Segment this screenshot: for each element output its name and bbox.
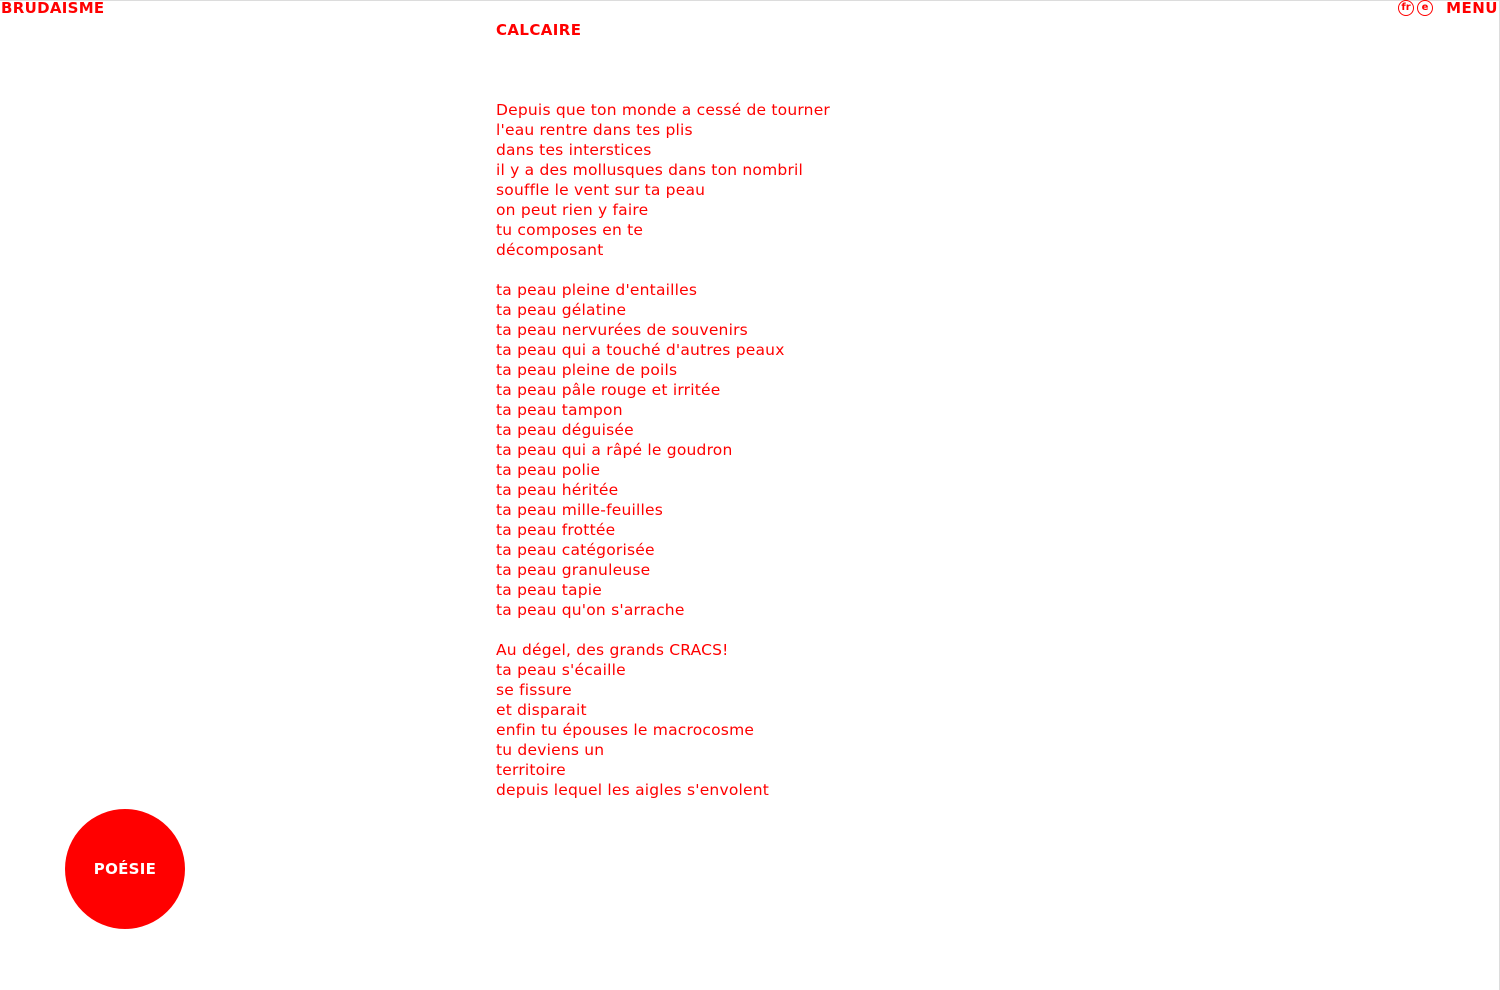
poem-line: ta peau polie — [496, 461, 601, 479]
poem-line: ta peau héritée — [496, 481, 619, 499]
poem-line: il y a des mollusques dans ton nombril — [496, 161, 804, 179]
poem-line: ta peau pleine d'entailles — [496, 281, 698, 299]
category-badge-label: POÉSIE — [93, 860, 157, 878]
lang-e-button[interactable]: e — [1417, 0, 1433, 16]
poem-line: se fissure — [496, 681, 572, 699]
poem-line: tu deviens un — [496, 741, 605, 759]
menu-button[interactable]: MENU — [1446, 0, 1498, 17]
poem-line: depuis lequel les aigles s'envolent — [496, 781, 770, 799]
poem-title: CALCAIRE — [496, 21, 582, 39]
poem-stanza-2 — [496, 280, 830, 620]
poem-line: ta peau qui a touché d'autres peaux — [496, 341, 785, 359]
poem-stanza-1 — [496, 100, 830, 260]
lang-fr-button[interactable]: fr — [1398, 0, 1414, 16]
poem-line: ta peau frottée — [496, 521, 616, 539]
poem-line: on peut rien y faire — [496, 201, 649, 219]
poem-line: ta peau s'écaille — [496, 661, 626, 679]
poem-line: ta peau mille-feuilles — [496, 501, 664, 519]
poem-line: ta peau qu'on s'arrache — [496, 601, 685, 619]
poem-line: Au dégel, des grands CRACS! — [496, 641, 729, 659]
poem-line: territoire — [496, 761, 566, 779]
poem-line: l'eau rentre dans tes plis — [496, 121, 693, 139]
poem-body — [496, 100, 830, 820]
poem-line: ta peau nervurées de souvenirs — [496, 321, 748, 339]
poem-line: ta peau tampon — [496, 401, 623, 419]
header-controls — [1398, 0, 1498, 16]
poem-line: ta peau catégorisée — [496, 541, 655, 559]
poem-line: Depuis que ton monde a cessé de tourner — [496, 101, 831, 119]
poem-stanza-3 — [496, 640, 830, 800]
poem-line: ta peau pâle rouge et irritée — [496, 381, 721, 399]
poem-line: tu composes en te — [496, 221, 644, 239]
poem-line: dans tes interstices — [496, 141, 652, 159]
category-badge-poesie[interactable] — [65, 809, 185, 929]
poem-line: ta peau granuleuse — [496, 561, 651, 579]
poem-line: enfin tu épouses le macrocosme — [496, 721, 755, 739]
poem-line: décomposant — [496, 241, 604, 259]
poem-line: et disparait — [496, 701, 587, 719]
poem-line: ta peau pleine de poils — [496, 361, 678, 379]
poem-line: ta peau déguisée — [496, 421, 634, 439]
site-logo[interactable]: BRUDAISME — [1, 0, 105, 17]
poem-line: ta peau gélatine — [496, 301, 627, 319]
poem-line: souffle le vent sur ta peau — [496, 181, 706, 199]
poem-line: ta peau tapie — [496, 581, 602, 599]
poem-line: ta peau qui a râpé le goudron — [496, 441, 733, 459]
